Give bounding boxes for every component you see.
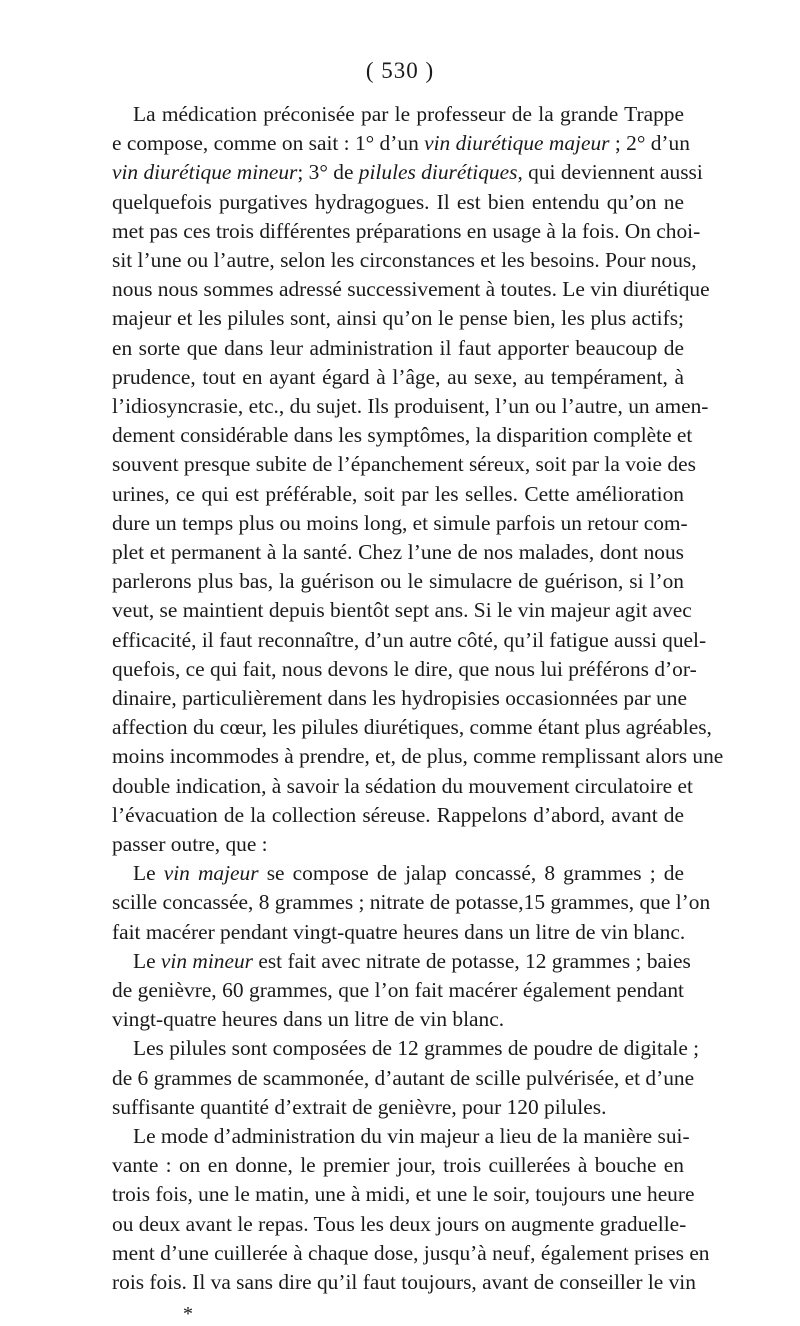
text-line: scille concassée, 8 grammes ; nitrate de potasse,15 grammes, que l’on <box>112 890 711 915</box>
text-line: efficacité, il faut reconnaître, d’un autre côté, qu’il fatigue aussi quel- <box>112 627 707 652</box>
text-line: Le vin mineur est fait avec nitrate de potasse, 12 grammes ; baies <box>133 948 691 973</box>
text-line: vante : on en donne, le premier jour, trois cuillerées à bouche en <box>112 1153 684 1178</box>
text-line: vingt-quatre heures dans un litre de vin blanc. <box>112 1007 505 1032</box>
text-line: double indication, à savoir la sédation du mouvement circulatoire et <box>112 773 693 798</box>
text-line: Les pilules sont composées de 12 grammes de poudre de digitale ; <box>133 1036 700 1061</box>
text-line: urines, ce qui est préférable, soit par les selles. Cette amélioration <box>112 481 684 506</box>
text-line: trois fois, une le matin, une à midi, et une le soir, toujours une heure <box>112 1182 695 1207</box>
text-line: dinaire, particulièrement dans les hydropisies occasionnées par une <box>112 686 687 710</box>
text-line: ment d’une cuillerée à chaque dose, jusqu’à neuf, également prises en <box>112 1240 710 1265</box>
text-line: dure un temps plus ou moins long, et simule parfois un retour com- <box>112 510 688 535</box>
text-line: de 6 grammes de scammonée, d’autant de scille pulvérisée, et d’une <box>112 1065 695 1090</box>
text-line: suffisante quantité d’extrait de genièvre, pour 120 pilules. <box>112 1094 607 1119</box>
page-number: ( 530 ) <box>365 58 435 83</box>
text-line: de genièvre, 60 grammes, que l’on fait macérer également pendant <box>112 978 684 1002</box>
text-line: Le vin majeur se compose de jalap concassé, 8 grammes ; de <box>133 861 684 886</box>
text-line: en sorte que dans leur administration il faut apporter beaucoup de <box>112 335 684 360</box>
text-line: rois fois. Il va sans dire qu’il faut toujours, avant de conseiller le vin <box>112 1270 696 1294</box>
text-line: dement considérable dans les symptômes, la disparition complète et <box>112 423 693 448</box>
text-line: quefois, ce qui fait, nous devons le dire, que nous lui préférons d’or- <box>112 656 697 681</box>
text-line: veut, se maintient depuis bientôt sept ans. Si le vin majeur agit avec <box>112 598 692 623</box>
text-line: passer outre, que : <box>112 832 268 856</box>
text-line: Le mode d’administration du vin majeur a lieu de la manière sui- <box>133 1124 690 1148</box>
text-line: souvent presque subite de l’épanchement séreux, soit par la voie des <box>112 452 696 477</box>
text-line: La médication préconisée par le professeur de la grande Trappe <box>133 102 684 126</box>
text-line: met pas ces trois différentes préparations en usage à la fois. On choi- <box>112 218 701 243</box>
text-line: plet et permanent à la santé. Chez l’une de nos malades, dont nous <box>112 540 684 564</box>
text-line: nous nous sommes adressé successivement à toutes. Le vin diurétique <box>112 277 710 302</box>
text-line: fait macérer pendant vingt-quatre heures dans un litre de vin blanc. <box>112 919 686 944</box>
text-line: affection du cœur, les pilules diurétiques, comme étant plus agréables, <box>112 715 712 740</box>
text-line: sit l’une ou l’autre, selon les circonstances et les besoins. Pour nous, <box>112 248 697 272</box>
text-line: l’évacuation de la collection séreuse. Rappelons d’abord, avant de <box>112 802 684 827</box>
text-line: majeur et les pilules sont, ainsi qu’on le pense bien, les plus actifs; <box>112 306 684 331</box>
text-line: prudence, tout en ayant égard à l’âge, au sexe, au tempérament, à <box>112 364 684 389</box>
text-line: parlerons plus bas, la guérison ou le simulacre de guérison, si l’on <box>112 569 684 594</box>
text-line: l’idiosyncrasie, etc., du sujet. Ils produisent, l’un ou l’autre, un amen- <box>112 394 709 418</box>
text-line: ou deux avant le repas. Tous les deux jours on augmente graduelle- <box>112 1211 687 1236</box>
text-line: quelquefois purgatives hydragogues. Il est bien entendu qu’on ne <box>112 189 684 214</box>
footnote-asterisk: * <box>183 1303 193 1326</box>
text-line: vin diurétique mineur; 3° de pilules diurétiques, qui deviennent aussi <box>112 160 703 185</box>
text-line: e compose, comme on sait : 1° d’un vin diurétique majeur ; 2° d’un <box>112 131 690 156</box>
text-line: moins incommodes à prendre, et, de plus, comme remplissant alors une <box>112 744 724 769</box>
